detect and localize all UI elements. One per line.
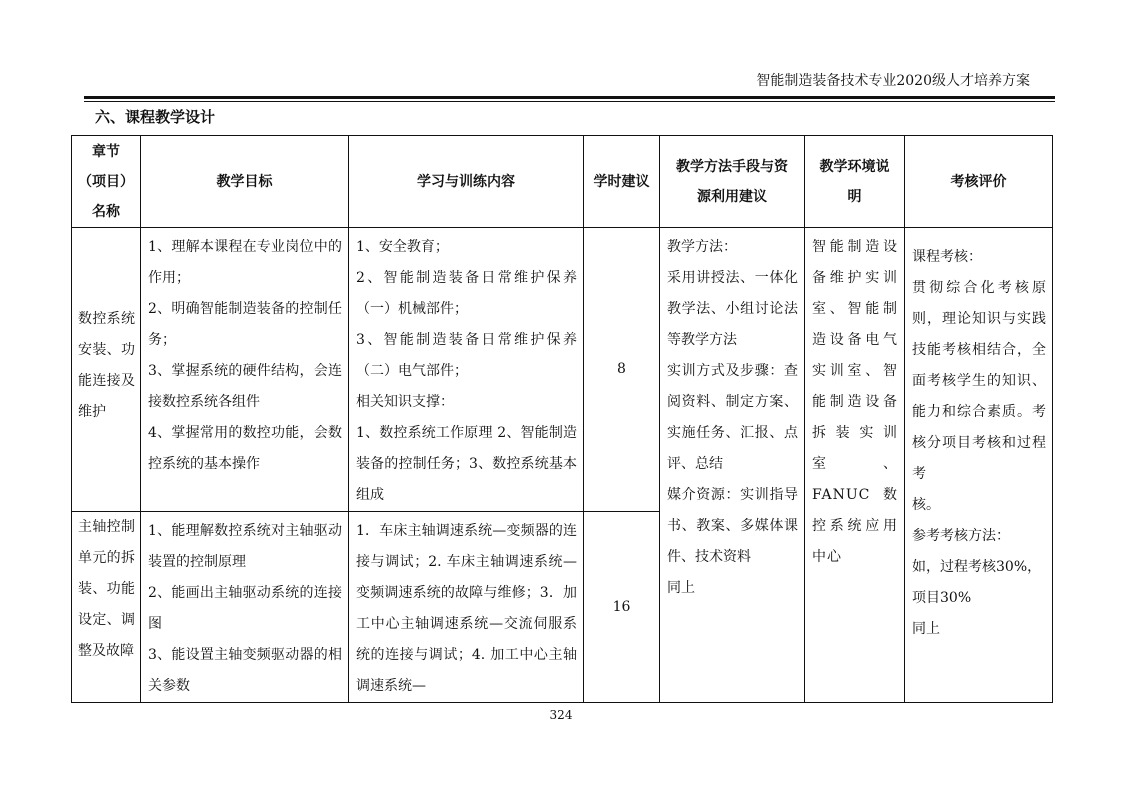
page-number: 324 [549, 708, 573, 722]
row2-chapter-cell [72, 512, 141, 703]
methods-cell [660, 228, 805, 703]
row1-hours-cell [584, 228, 660, 512]
assessment-text: 课程考核： 贯彻综合化考核原则，理论知识与实践技能考核相结合，全面考核学生的知识、能力和综合素质。考核分项目考核和过程考 核。 参考考核方法： 如，过程考核30%， 项目30% 同上 [912, 249, 1046, 637]
row2-goals-cell [141, 512, 349, 703]
header-rule-thin [84, 101, 1055, 102]
course-design-table [71, 135, 1053, 703]
row2-goals: 1、能理解数控系统对主轴驱动装置的控制原理 2、能画出主轴驱动系统的连接图 3、能设置主轴变频驱动器的相关参数 [148, 523, 342, 694]
assessment-cell [905, 228, 1053, 703]
table-row [72, 228, 1053, 512]
methods-text: 教学方法： 采用讲授法、一体化教学法、小组讨论法等教学方法 实训方式及步骤：查阅资料、制定方案、实施任务、汇报、点评、总结 媒介资源：实训指导书、教案、多媒体课件、技术资料 同上 [667, 239, 798, 596]
row1-content: 1、安全教育； 2、智能制造装备日常维护保养（一）机械部件； 3、智能制造装备日常维护保养（二）电气部件； 相关知识支撑： 1、数控系统工作原理 2、智能制造装备的控制任务；3、数控系统基本组成 [356, 239, 577, 503]
row1-goals: 1、理解本课程在专业岗位中的作用； 2、明确智能制造装备的控制任务； 3、掌握系统的硬件结构，会连接数控系统各组件 4、掌握常用的数控功能，会数控系统的基本操作 [148, 239, 342, 472]
header-chapter: 章节 （项目） 名称 [72, 136, 141, 228]
environment-cell [805, 228, 905, 703]
page-header-title: 智能制造装备技术专业2020级人才培养方案 [756, 73, 1030, 89]
row1-goals-cell [141, 228, 349, 512]
header-rule-thick [84, 96, 1055, 99]
header-content: 学习与训练内容 [349, 136, 584, 228]
header-hours: 学时建议 [584, 136, 660, 228]
row2-content-cell [349, 512, 584, 703]
environment-text: 智能制造设备维护实训室、智能制造设备电气实训室、智能制造设备拆装实训室、FANUC数控系统应用中心 [812, 239, 898, 565]
row1-hours: 8 [617, 361, 626, 377]
row1-chapter-cell [72, 228, 141, 512]
header-methods: 教学方法手段与资 源利用建议 [660, 136, 805, 228]
row1-chapter: 数控系统安装、功能连接及维护 [78, 310, 135, 420]
table-header-row [72, 136, 1053, 228]
row2-content: 1．车床主轴调速系统—变频器的连接与调试；2. 车床主轴调速系统—变频调速系统的故障与维修；3．加工中心主轴调速系统—交流伺服系统的连接与调试；4. 加工中心主轴调速系统— [356, 523, 577, 694]
header-environment: 教学环境说 明 [805, 136, 905, 228]
row2-chapter: 主轴控制单元的拆装、功能设定、调整及故障 [78, 519, 135, 659]
row2-hours-cell [584, 512, 660, 703]
row2-hours: 16 [612, 598, 631, 615]
section-heading: 六、课程教学设计 [95, 108, 216, 126]
row1-content-cell [349, 228, 584, 512]
header-assessment: 考核评价 [905, 136, 1053, 228]
header-goals: 教学目标 [141, 136, 349, 228]
